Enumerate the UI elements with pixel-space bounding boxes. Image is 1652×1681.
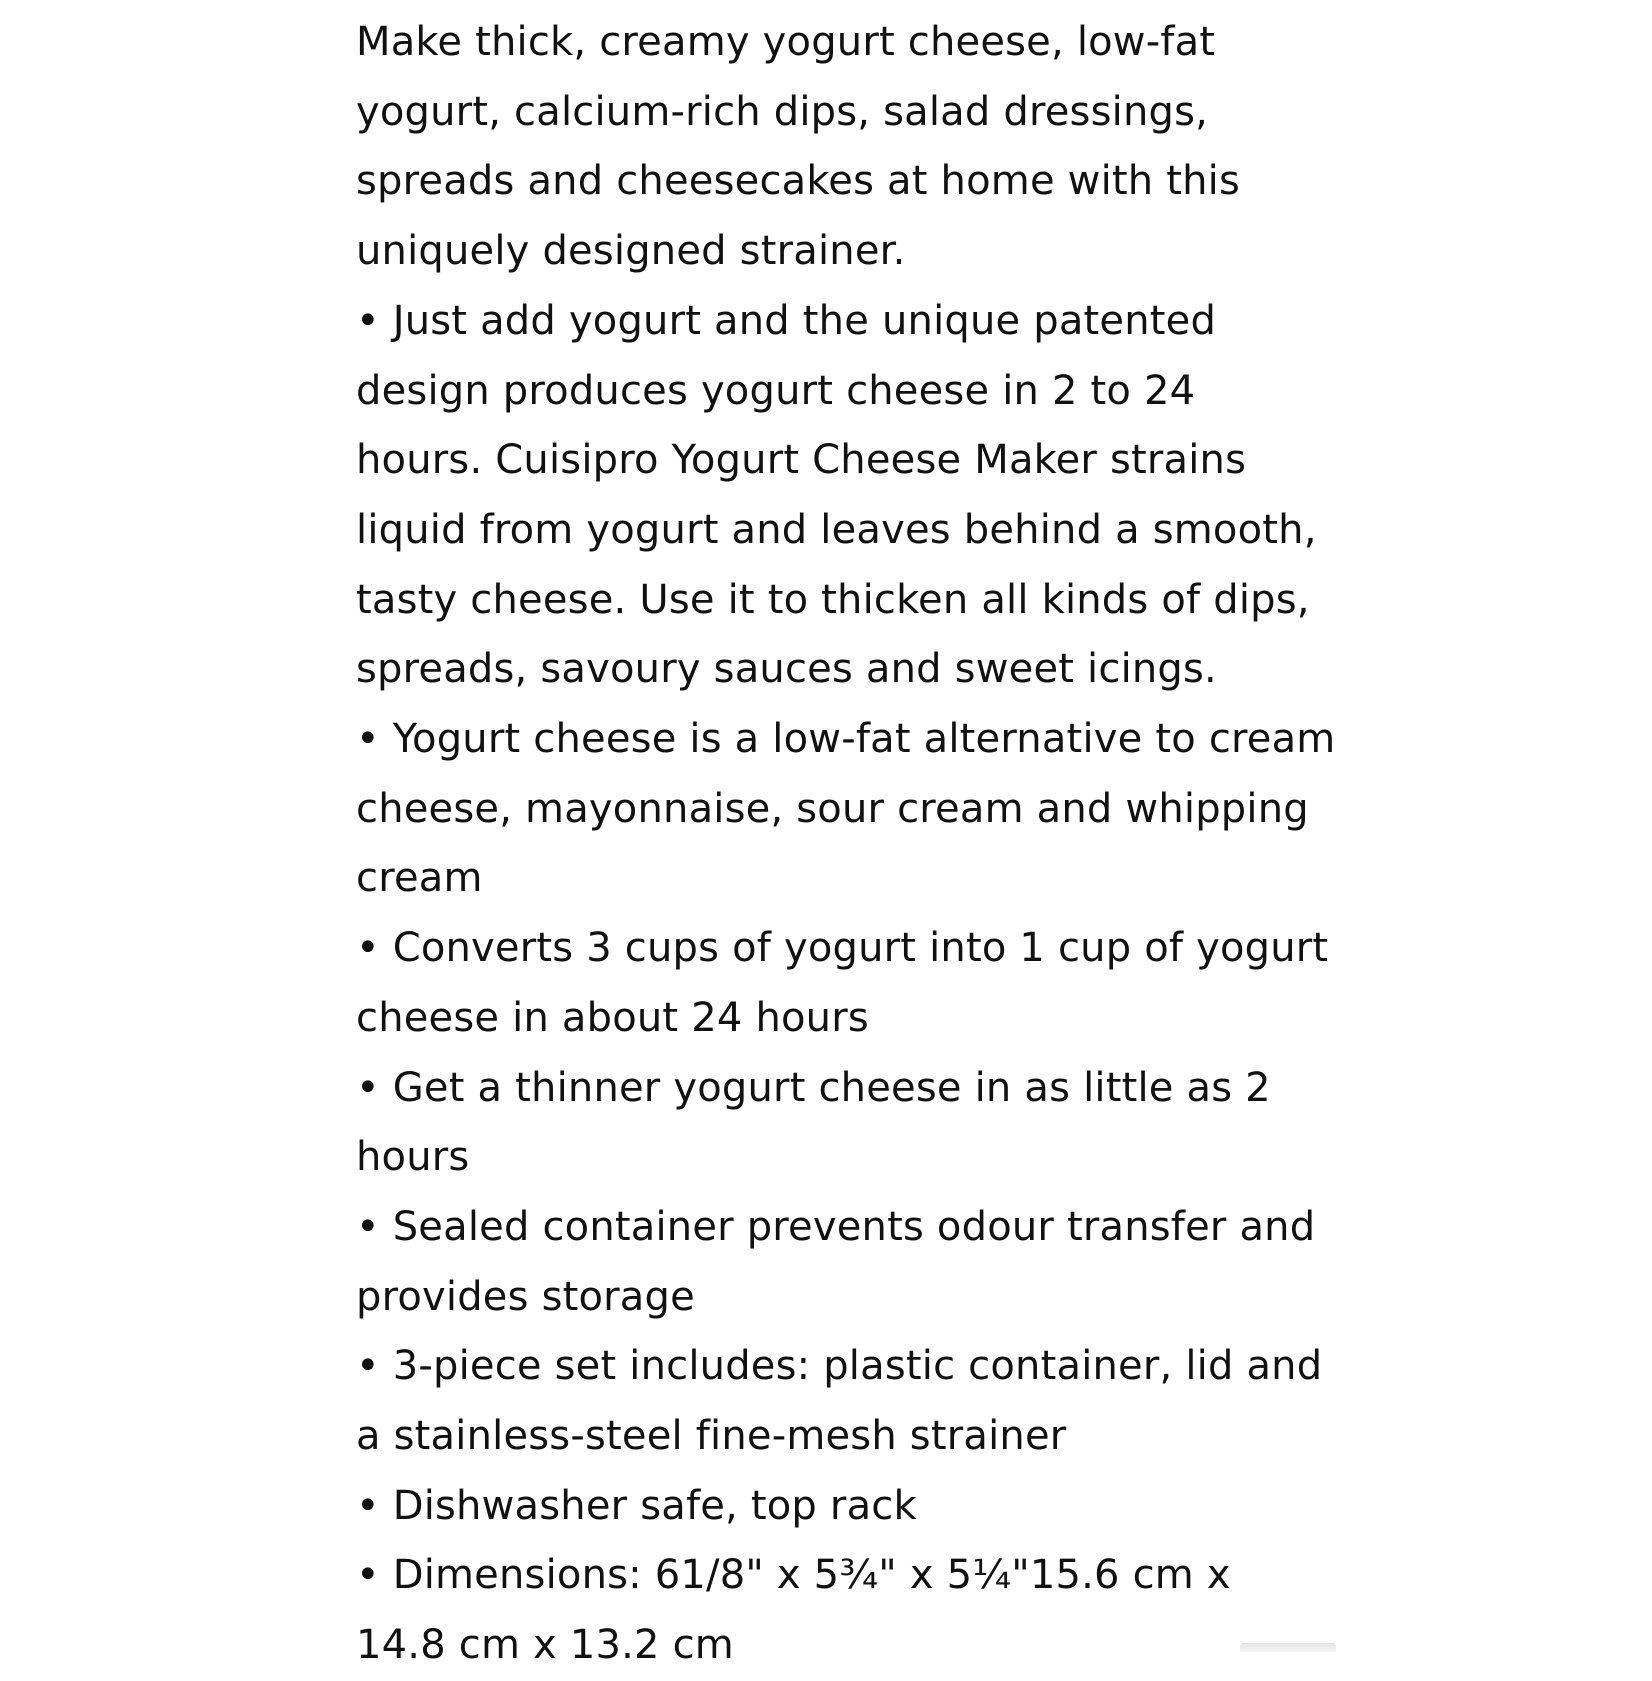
text-line: spreads, savoury sauces and sweet icings. (356, 646, 1217, 693)
text-line: Make thick, creamy yogurt cheese, low-fat (356, 19, 1216, 65)
intro-paragraph (356, 8, 1336, 287)
text-line: hours. Cuisipro Yogurt Cheese Maker strains (356, 437, 1247, 484)
bullet-thinner (356, 1054, 1336, 1193)
bullet-low-fat (356, 705, 1336, 914)
text-line: cheese, mayonnaise, sour cream and whipping (356, 785, 1309, 832)
text-line: 14.8 cm x 13.2 cm (356, 1622, 734, 1669)
text-line: design produces yogurt cheese in 2 to 24 (356, 367, 1196, 414)
product-description (356, 8, 1336, 1681)
text-line: cheese in about 24 hours (356, 994, 869, 1041)
bullet-patented-design (356, 287, 1336, 705)
text-line: spreads and cheesecakes at home with this (356, 158, 1241, 205)
text-line: yogurt, calcium-rich dips, salad dressings, (356, 88, 1209, 135)
text-line: • 3-piece set includes: plastic container, lid and (356, 1343, 1323, 1390)
bullet-converts (356, 914, 1336, 1053)
text-line: • Sealed container prevents odour transfer and (356, 1203, 1316, 1250)
text-line: • Dimensions: 61/8" x 5¾" x 5¼"15.6 cm x (356, 1552, 1231, 1599)
text-line: uniquely designed strainer. (356, 228, 906, 275)
text-line: • Yogurt cheese is a low-fat alternative to cream (356, 716, 1336, 763)
scroll-edge-shadow (1240, 1643, 1336, 1652)
bullet-dimensions (356, 1541, 1336, 1680)
text-line: cream (356, 855, 483, 902)
text-line: tasty cheese. Use it to thicken all kinds of dips, (356, 576, 1310, 623)
text-line: hours (356, 1134, 470, 1181)
bullet-three-piece-set (356, 1332, 1336, 1471)
text-line: • Converts 3 cups of yogurt into 1 cup of yogurt (356, 925, 1329, 972)
text-line: • Get a thinner yogurt cheese in as little as 2 (356, 1064, 1271, 1111)
text-line: provides storage (356, 1273, 695, 1320)
bullet-sealed-container (356, 1193, 1336, 1332)
text-line: a stainless-steel fine-mesh strainer (356, 1413, 1067, 1460)
text-line: • Dishwasher safe, top rack (356, 1482, 917, 1529)
text-line: • Just add yogurt and the unique patented (356, 297, 1217, 344)
bullet-dishwasher-safe (356, 1472, 1336, 1542)
text-line: liquid from yogurt and leaves behind a smooth, (356, 506, 1317, 553)
